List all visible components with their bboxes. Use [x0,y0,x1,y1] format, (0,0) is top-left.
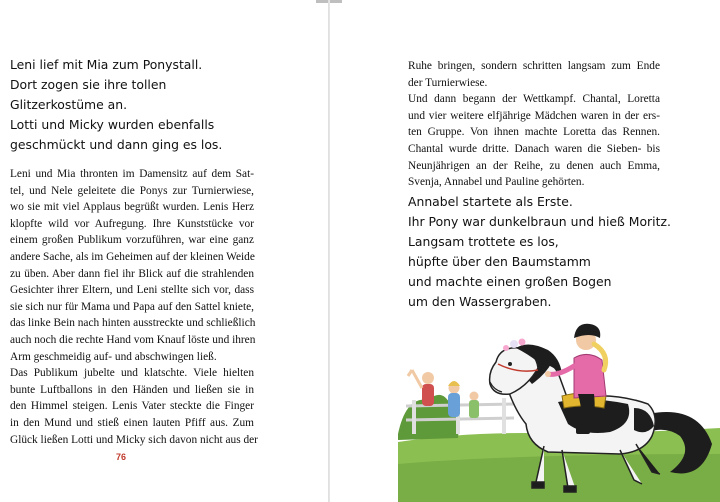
body-line: Svenja, Annabel und Pauline gehörten. [408,176,585,189]
large-text-line: Leni lief mit Mia zum Ponystall. [10,57,203,72]
body-line: und vier weitere elfjährige Mädchen waren in der ers- [408,109,660,122]
body-line: klopfte wild vor Aufregung. Ihre Kunststücke vor [10,217,254,230]
body-line: bunte Luftballons in den Händen und ließen sie in [10,383,254,396]
girl-riding-pinto-pony-illustration [398,304,720,502]
body-line: Leni und Mia thronten im Damensitz auf dem Sat- [10,168,254,180]
page-number: 76 [116,452,127,462]
large-text-line: Annabel startete als Erste. [408,194,573,209]
large-text-line: Dort zogen sie ihre tollen [10,77,167,92]
body-line: wo sie mit viel Applaus begrüßt wurden. Lenis Herz [10,201,254,214]
left-large-text [10,55,222,155]
body-line: tel, und Nele geleitete die Ponys zur Turnierwiese, [10,184,254,197]
body-line: auch noch die rechte Hand vom Knauf löste und ihren [10,333,256,346]
body-line: der Turnierwiese. [408,76,488,89]
body-line: Und dann begann der Wettkampf. Chantal, Loretta [408,93,660,106]
body-line: das linke Bein nach hinten ausstreckte und schließlich [10,317,256,330]
body-line: in den Mund und stieß einen lauten Pfiff aus. Zum [10,416,254,429]
left-page [0,0,328,502]
large-text-line: geschmückt und dann ging es los. [10,137,223,152]
body-line: andere Sache, als im Geheimen auf der kleinen Weide [10,250,255,263]
right-body-text [408,58,660,191]
right-large-text [408,192,671,312]
large-text-line: Lotti und Micky wurden ebenfalls [10,117,215,132]
body-line: Gesichter ihrer Eltern, und Leni stellte sich vor, dass [10,284,254,297]
body-line: Ruhe bringen, sondern schritten langsam zum Ende [408,60,660,72]
body-line: einem großen Publikum vorzuführen, war eine ganz [10,234,254,247]
body-line: Neunjährigen an der Reihe, zu denen auch Emma, [408,159,660,172]
large-text-line: Glitzerkostüme an. [10,97,128,112]
large-text-line: um den Wassergraben. [408,294,552,309]
body-line: Glück ließen Lotti und Micky sich davon nicht aus der [10,433,258,446]
body-line: zu üben. Aber dann fiel ihr Blick auf die strahlenden [10,267,254,280]
left-body-text [10,166,258,448]
body-line: Chantal wurde dritte. Danach waren die Sieben- bis [408,142,660,155]
body-line: sie sich nur für Mama und Papa auf den Sattel kniete, [10,300,254,313]
grass-shade [398,454,720,502]
large-text-line: Langsam trottete es los, [408,234,559,249]
large-text-line: und machte einen großen Bogen [408,274,612,289]
body-line: ten Gruppe. Von ihnen machte Loretta das Rennen. [408,126,660,139]
large-text-line: hüpfte über den Baumstamm [408,254,591,269]
body-line: den Himmel steigen. Lenis Vater steckte die Finger [10,400,254,413]
body-line: Arm geschmeidig auf- und abschwingen ließ. [10,350,217,363]
body-line: Das Publikum jubelte und klatschte. Viele hielten [10,367,254,380]
large-text-line: Ihr Pony war dunkelbraun und hieß Moritz. [408,214,671,229]
